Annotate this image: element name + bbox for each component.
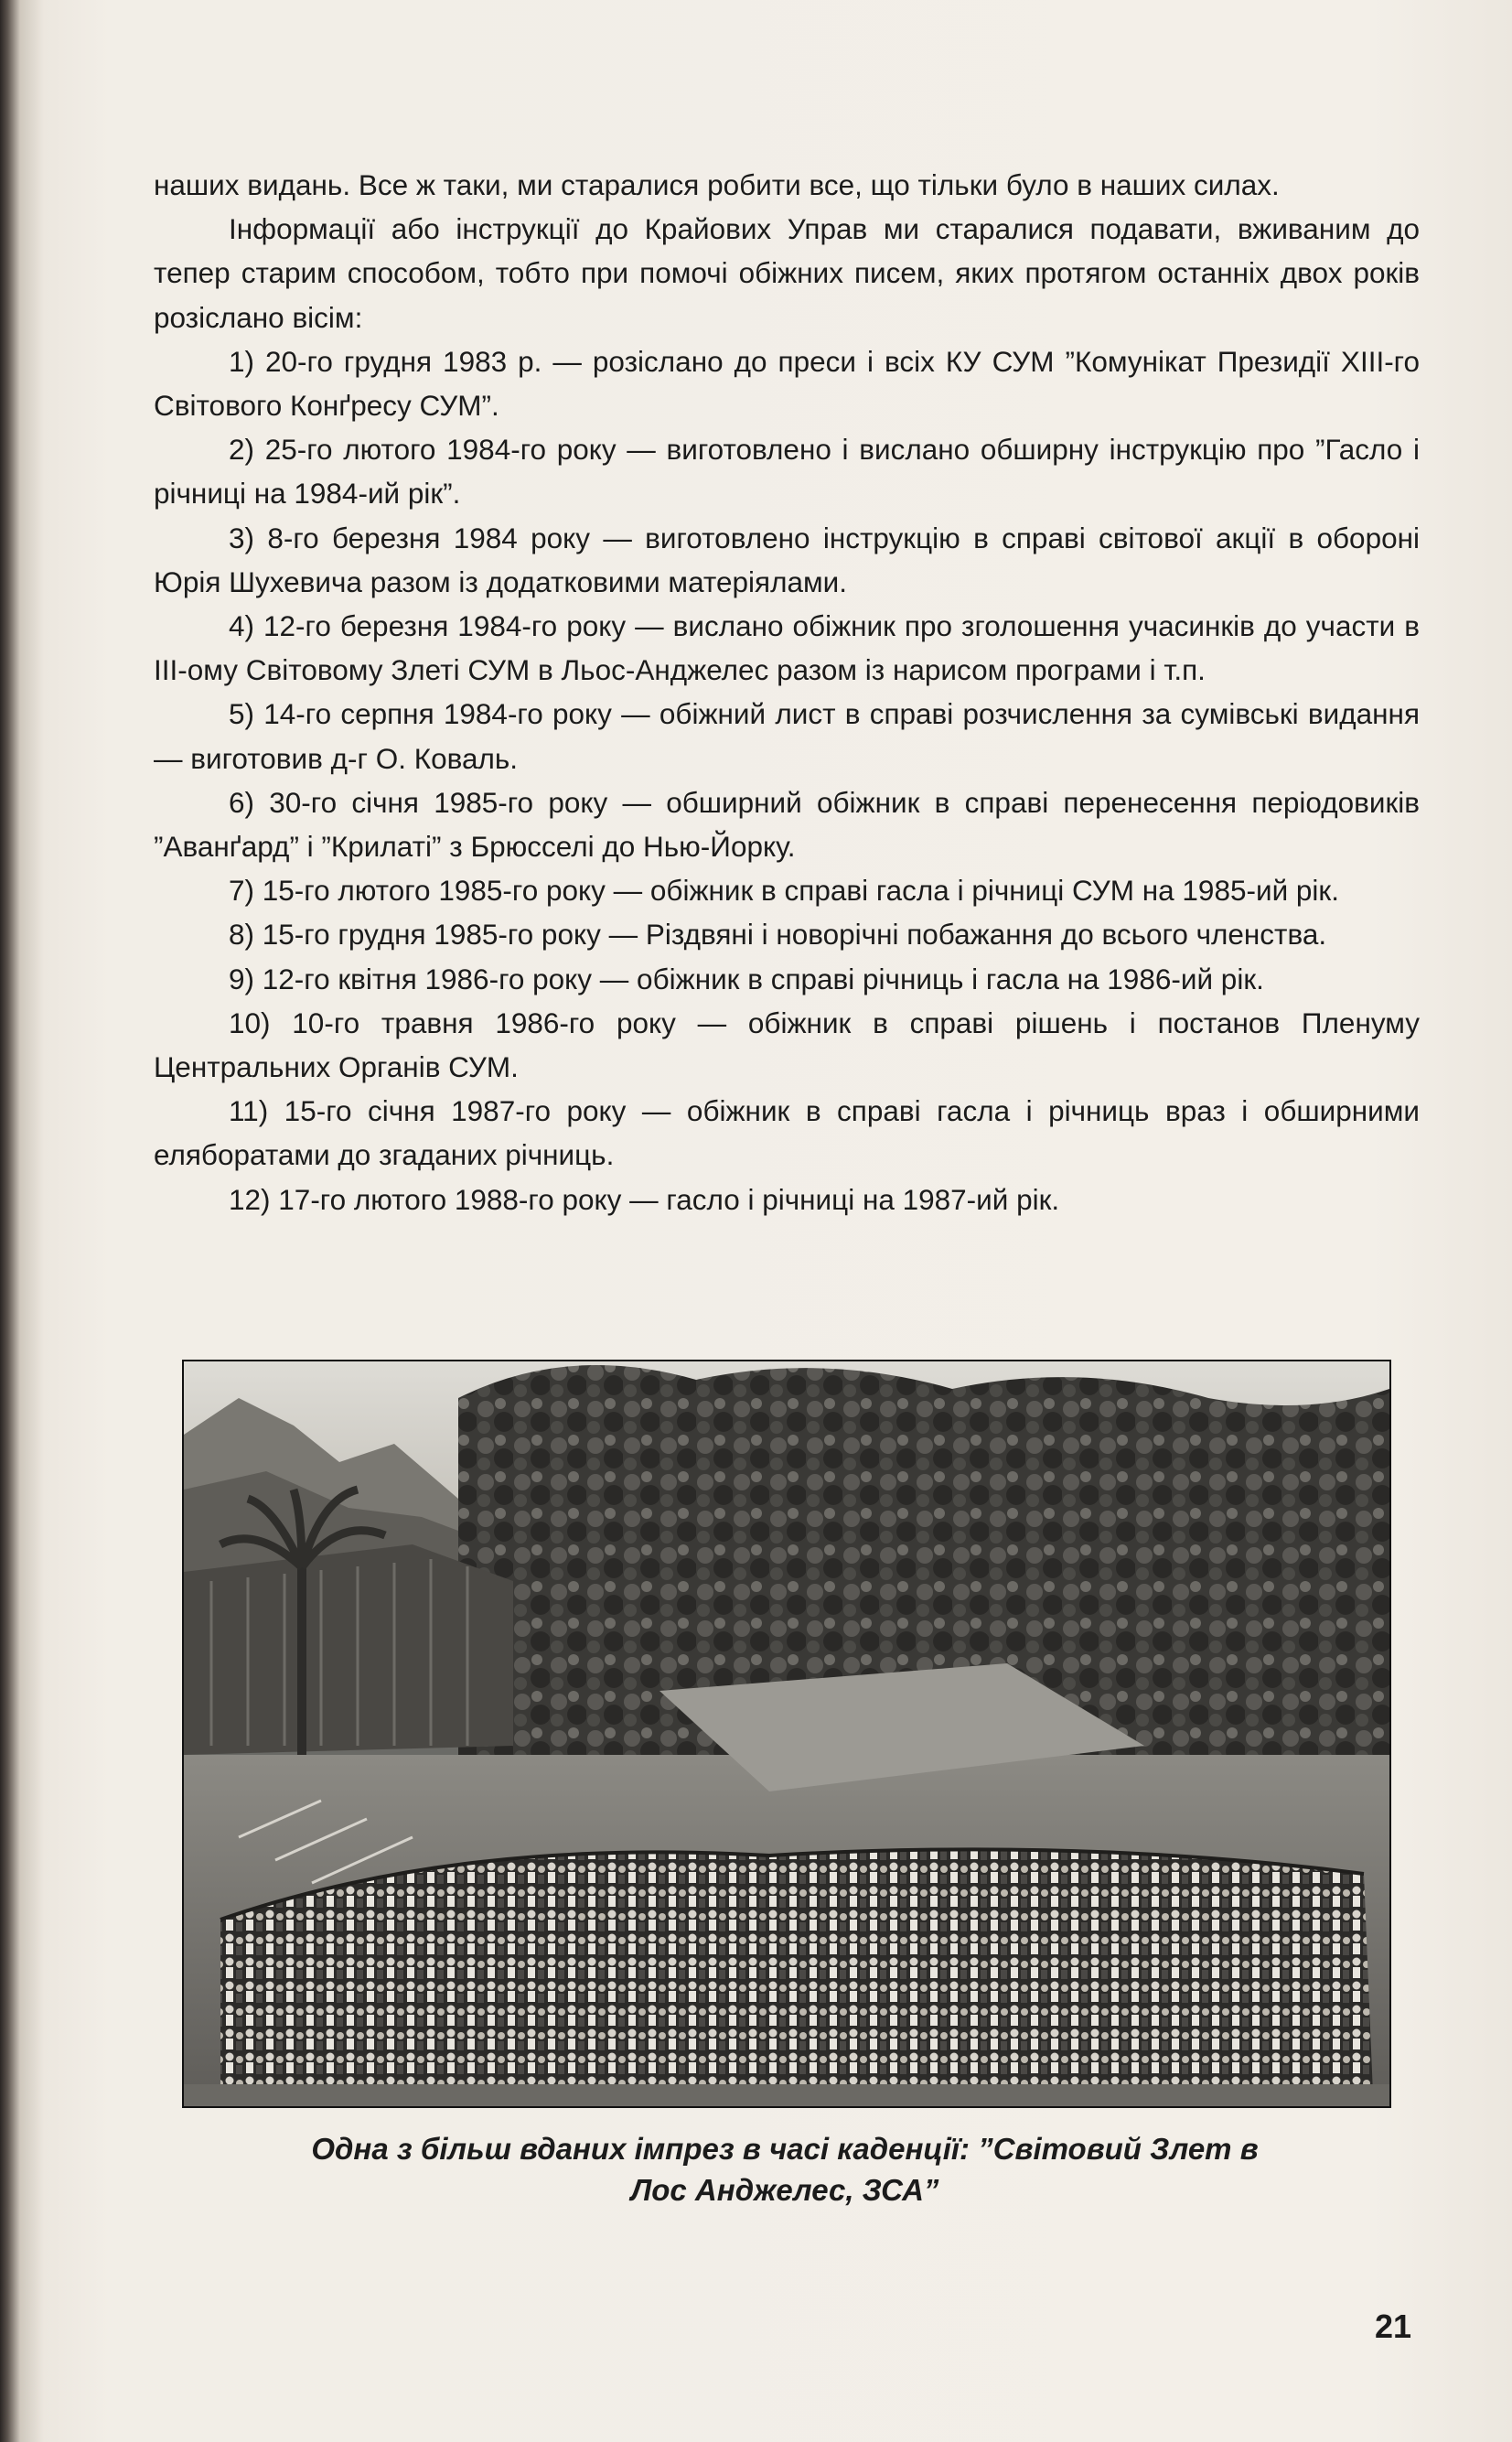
list-item: 10) 10-го травня 1986-го року — обіжник в справі рішень і постанов Пленуму Центральних Органів СУМ. (154, 1006, 1420, 1084)
list-item: 2) 25-го лютого 1984-го року — виготовлено і вислано обширну інструкцію про ”Гасло і річниці на 1984-ий рік”. (154, 433, 1420, 511)
list-item: 5) 14-го серпня 1984-го року — обіжний лист в справі розчислення за сумівські видання — виготовив д-г О. Коваль. (154, 697, 1420, 775)
paragraph: Інформації або інструкції до Крайових Управ ми старалися подавати, вживаним до тепер старим способом, тобто при помочі обіжних писем, яких протягом останніх двох років розіслано вісім: (154, 212, 1420, 334)
caption-line: Лос Анджелес, ЗСА” (630, 2173, 939, 2207)
group-photo (182, 1360, 1391, 2108)
caption-line: Одна з більш вданих імпрез в часі каденції: ”Світовий Злет в (311, 2132, 1259, 2166)
list-item: 7) 15-го лютого 1985-го року — обіжник в справі гасла і річниці СУМ на 1985-ий рік. (229, 874, 1339, 908)
list-item: 8) 15-го грудня 1985-го року — Різдвяні і новорічні побажання до всього членства. (229, 918, 1327, 952)
list-item: 4) 12-го березня 1984-го року — вислано обіжник про зголошення учасинків до участи в III-ому Світовому Злеті СУМ в Льос-Анджелес разом із нарисом програми і т.п. (154, 609, 1420, 687)
list-item: 12) 17-го лютого 1988-го року — гасло і річниці на 1987-ий рік. (229, 1182, 1060, 1216)
list-item: 11) 15-го січня 1987-го року — обіжник в справі гасла і річниць враз і обширними елябoратами до згаданих річниць. (154, 1094, 1420, 1172)
page-number: 21 (1375, 2308, 1412, 2345)
photo-caption (182, 2128, 1388, 2211)
group-photo-illustration (184, 1361, 1389, 2106)
body-text (154, 163, 1420, 1221)
list-item: 1) 20-го грудня 1983 р. — розіслано до преси і всіх КУ СУМ ”Комунікат Президії XIII-го Світового Конґресу СУМ”. (154, 344, 1420, 423)
paragraph: наших видань. Все ж таки, ми старалися робити все, що тільки було в наших силах. (154, 168, 1280, 201)
list-item: 3) 8-го березня 1984 року — виготовлено інструкцію в справі світової акції в обороні Юрія Шухевича разом із додатковими матеріялами. (154, 521, 1420, 598)
list-item: 6) 30-го січня 1985-го року — обширний обіжник в справі перенесення періодовиків ”Аванґард” і ”Крилаті” з Брюсселі до Нью-Йорку. (154, 785, 1420, 864)
list-item: 9) 12-го квітня 1986-го року — обіжник в справі річниць і гасла на 1986-ий рік. (229, 962, 1264, 995)
